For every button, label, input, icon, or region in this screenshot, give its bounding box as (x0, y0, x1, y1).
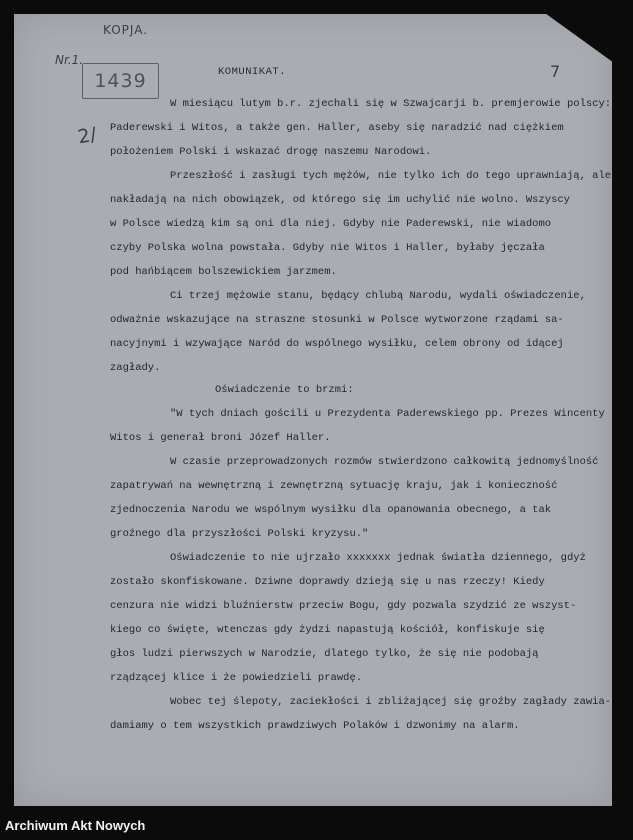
text-line: w Polsce wiedzą kim są oni dla niej. Gdyby nie Paderewski, nie wiadomo (110, 218, 552, 230)
text-line: pod hańbiącem bolszewickiem jarzmem. (110, 266, 337, 278)
text-line: położeniem Polski i wskazać drogę naszemu Narodowi. (110, 146, 432, 158)
text-line: głos ludzi pierwszych w Narodzie, dlatego tylko, że się nie podobają (110, 648, 539, 660)
text-line: rządzącej klice i że powiedzieli prawdę. (110, 672, 363, 684)
text-line: W czasie przeprowadzonych rozmów stwierdzono całkowitą jednomyślność (170, 456, 599, 468)
text-line: zapatrywań na wewnętrzną i zewnętrzną sytuację kraju, jak i konieczność (110, 480, 558, 492)
text-line: "W tych dniach gościli u Prezydenta Paderewskiego pp. Prezes Wincenty (170, 408, 605, 420)
archive-number-box: 1439 (82, 63, 159, 99)
text-line: zostało skonfiskowane. Dziwne doprawdy dzieją się u nas rzeczy! Kiedy (110, 576, 545, 588)
text-line: Wobec tej ślepoty, zaciekłości i zbliżającej się groźby zagłady zawia- (170, 696, 612, 708)
copy-stamp: KOPJA. (103, 23, 149, 37)
text-line: cenzura nie widzi bluźnierstw przeciw Bogu, gdy pozwala szydzić ze wszyst- (110, 600, 577, 612)
text-line: groźnego dla przyszłości Polski kryzysu." (110, 528, 369, 540)
text-line: czyby Polska wolna powstała. Gdyby nie Witos i Haller, byłaby jęczała (110, 242, 545, 254)
text-line: kiego co święte, wtenczas gdy żydzi napastują kościół, konfiskuje się (110, 624, 545, 636)
text-line: zagłady. (110, 362, 161, 374)
text-line: Ci trzej mężowie stanu, będący chlubą Narodu, wydali oświadczenie, (170, 290, 586, 302)
text-line: Oświadczenie to brzmi: (215, 384, 354, 396)
text-line: Witos i generał broni Józef Haller. (110, 432, 331, 444)
text-line: nacyjnymi i wzywające Naród do wspólnego wysiłku, celem obrony od idącej (110, 338, 564, 350)
text-line: W miesiącu lutym b.r. zjechali się w Szwajcarji b. premjerowie polscy: (170, 98, 612, 110)
text-line: damiamy o tem wszystkich prawdziwych Polaków i dzwonimy na alarm. (110, 720, 520, 732)
text-line: Paderewski i Witos, a także gen. Haller, aseby się naradzić nad ciężkiem (110, 122, 564, 134)
text-line: Przeszłość i zasługi tych mężów, nie tylko ich do tego uprawniają, ale (170, 170, 612, 182)
text-line: Oświadczenie to nie ujrzało xxxxxxx jednak światła dziennego, gdyż (170, 552, 586, 564)
item-number: Nr.1. (55, 53, 84, 67)
text-line: odważnie wskazujące na straszne stosunki w Polsce wytworzone rządami sa- (110, 314, 564, 326)
archive-footer (0, 812, 633, 840)
page-number: 7 (550, 62, 561, 81)
text-line: zjednoczenia Narodu we wspólnym wysiłku dla opanowania obecnego, a tak (110, 504, 552, 516)
archive-watermark: Archiwum Akt Nowych (5, 818, 146, 833)
margin-mark: 2/ (76, 123, 99, 149)
document-title: KOMUNIKAT. (218, 66, 287, 78)
text-line: nakładają na nich obowiązek, od którego się im uchylić nie wolno. Wszyscy (110, 194, 570, 206)
